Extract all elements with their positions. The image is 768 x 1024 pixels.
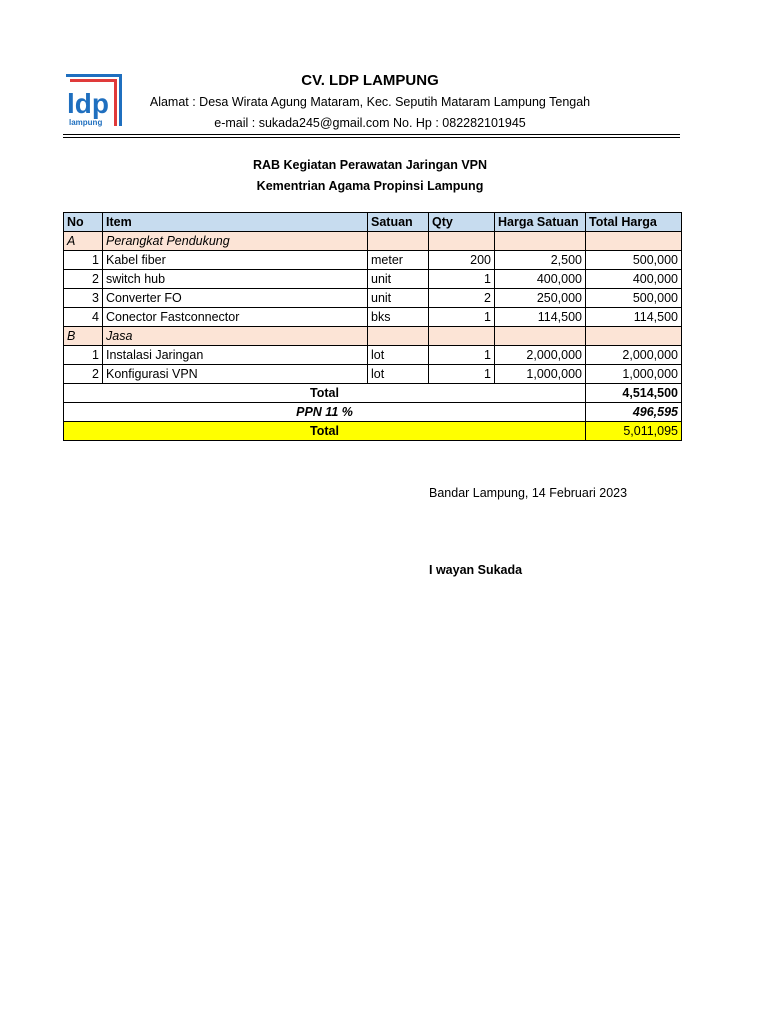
row-item: Kabel fiber bbox=[103, 251, 368, 270]
table-row bbox=[64, 251, 682, 270]
row-total: 114,500 bbox=[586, 308, 682, 327]
grand-total-row bbox=[64, 422, 682, 441]
table-row bbox=[64, 365, 682, 384]
logo-text: ldp bbox=[67, 88, 109, 119]
row-satuan: lot bbox=[368, 346, 429, 365]
row-satuan: meter bbox=[368, 251, 429, 270]
row-total: 500,000 bbox=[586, 251, 682, 270]
subtotal-row bbox=[64, 384, 682, 403]
grand-total-label: Total bbox=[64, 422, 586, 441]
section-code: A bbox=[64, 232, 103, 251]
row-item: Konfigurasi VPN bbox=[103, 365, 368, 384]
row-item: switch hub bbox=[103, 270, 368, 289]
row-satuan: lot bbox=[368, 365, 429, 384]
row-total: 500,000 bbox=[586, 289, 682, 308]
row-no: 3 bbox=[64, 289, 103, 308]
company-address: Alamat : Desa Wirata Agung Mataram, Kec. Seputih Mataram Lampung Tengah bbox=[149, 95, 591, 109]
section-code: B bbox=[64, 327, 103, 346]
row-qty: 200 bbox=[429, 251, 495, 270]
tax-row bbox=[64, 403, 682, 422]
row-qty: 2 bbox=[429, 289, 495, 308]
row-no: 4 bbox=[64, 308, 103, 327]
row-qty: 1 bbox=[429, 308, 495, 327]
col-header-item: Item bbox=[103, 213, 368, 232]
table-row bbox=[64, 346, 682, 365]
table-row bbox=[64, 289, 682, 308]
section-name: Jasa bbox=[103, 327, 368, 346]
row-total: 1,000,000 bbox=[586, 365, 682, 384]
row-no: 1 bbox=[64, 346, 103, 365]
row-satuan: unit bbox=[368, 289, 429, 308]
tax-value: 496,595 bbox=[586, 403, 682, 422]
col-header-no: No bbox=[64, 213, 103, 232]
company-contact: e-mail : sukada245@gmail.com No. Hp : 082282101945 bbox=[214, 116, 526, 130]
row-item: Conector Fastconnector bbox=[103, 308, 368, 327]
tax-label: PPN 11 % bbox=[64, 403, 586, 422]
header-divider-top bbox=[63, 134, 680, 135]
row-harga: 2,500 bbox=[495, 251, 586, 270]
row-item: Instalasi Jaringan bbox=[103, 346, 368, 365]
row-total: 2,000,000 bbox=[586, 346, 682, 365]
row-harga: 2,000,000 bbox=[495, 346, 586, 365]
row-harga: 400,000 bbox=[495, 270, 586, 289]
row-qty: 1 bbox=[429, 365, 495, 384]
table-header-row bbox=[64, 213, 682, 232]
table-row bbox=[64, 270, 682, 289]
col-header-harga-satuan: Harga Satuan bbox=[495, 213, 586, 232]
col-header-qty: Qty bbox=[429, 213, 495, 232]
subtotal-value: 4,514,500 bbox=[586, 384, 682, 403]
row-qty: 1 bbox=[429, 270, 495, 289]
row-no: 2 bbox=[64, 270, 103, 289]
row-total: 400,000 bbox=[586, 270, 682, 289]
document-title bbox=[0, 155, 740, 197]
budget-table bbox=[63, 212, 682, 441]
signature-name: I wayan Sukada bbox=[429, 563, 523, 577]
section-row bbox=[64, 232, 682, 251]
row-satuan: bks bbox=[368, 308, 429, 327]
section-name: Perangkat Pendukung bbox=[103, 232, 368, 251]
title-line-1: RAB Kegiatan Perawatan Jaringan VPN bbox=[252, 158, 488, 172]
col-header-satuan: Satuan bbox=[368, 213, 429, 232]
row-no: 2 bbox=[64, 365, 103, 384]
row-qty: 1 bbox=[429, 346, 495, 365]
col-header-total-harga: Total Harga bbox=[586, 213, 682, 232]
header-divider-bottom bbox=[63, 137, 680, 138]
subtotal-label: Total bbox=[64, 384, 586, 403]
row-satuan: unit bbox=[368, 270, 429, 289]
row-item: Converter FO bbox=[103, 289, 368, 308]
table-row bbox=[64, 308, 682, 327]
row-harga: 114,500 bbox=[495, 308, 586, 327]
row-no: 1 bbox=[64, 251, 103, 270]
grand-total-value: 5,011,095 bbox=[586, 422, 682, 441]
row-harga: 1,000,000 bbox=[495, 365, 586, 384]
signature-date: Bandar Lampung, 14 Februari 2023 bbox=[429, 486, 628, 500]
logo-subtext: lampung bbox=[69, 118, 103, 127]
section-row bbox=[64, 327, 682, 346]
row-harga: 250,000 bbox=[495, 289, 586, 308]
title-line-2: Kementrian Agama Propinsi Lampung bbox=[256, 179, 484, 193]
company-name: CV. LDP LAMPUNG bbox=[301, 72, 439, 89]
